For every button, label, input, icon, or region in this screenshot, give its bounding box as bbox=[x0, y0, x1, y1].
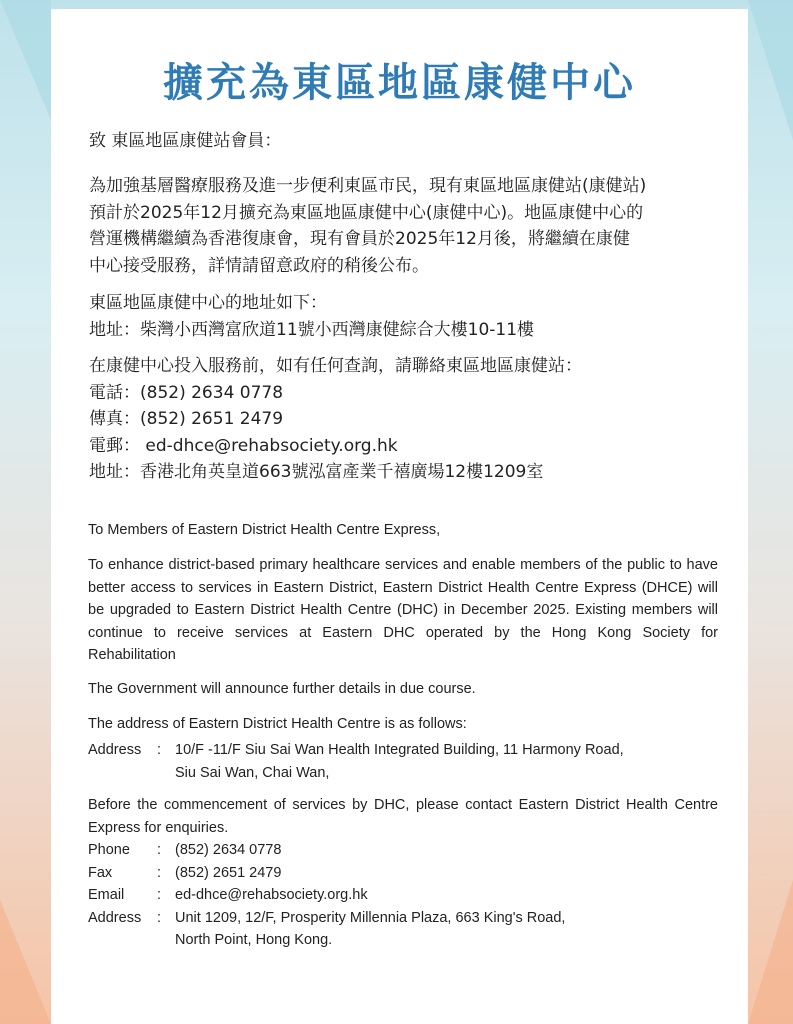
en-contact-block: Before the commencement of services by DHC, please contact Eastern District Health Centre Express for enquiries. Phone : (852) 2634 0778 Fax : (852) 2651 2479 Email : ed-dhce@rehabsociety.org.hk Address : Unit 1209, 12/F, Prosperity Millennia Plaza, 663 King's Road, North Point, Hong Kong. bbox=[88, 797, 718, 948]
en-fax-row: Fax : (852) 2651 2479 bbox=[88, 864, 282, 881]
zh-phone: 電話：(852) 2634 0778 bbox=[89, 382, 284, 403]
en-salutation: To Members of Eastern District Health Centre Express, bbox=[88, 522, 441, 538]
en-address-block: The address of Eastern District Health Centre is as follows: Address : 10/F -11/F Siu Sai Wan Health Integrated Building, 11 Harmony Road, Siu Sai Wan, Chai Wan, bbox=[88, 716, 624, 781]
zh-paragraph: 為加強基層醫療服務及進一步便利東區市民，現有東區地區康健站(康健站) 預計於2025年12月擴充為東區地區康健中心(康健中心)。地區康健中心的 營運機構繼續為香港復康會，現有會員於2025年12月後，將繼續在康健 中心接受服務，詳情請留意政府的稍後公布。 bbox=[89, 176, 647, 276]
en-station-address-row: Address : Unit 1209, 12/F, Prosperity Millennia Plaza, 663 King's Road, bbox=[88, 909, 566, 926]
zh-contact-block: 在康健中心投入服務前，如有任何查詢，請聯絡東區地區康健站： 電話：(852) 2634 0778 傳真：(852) 2651 2479 電郵： ed-dhce@rehabsociety.org.hk 地址：香港北角英皇道663號泓富產業千禧廣場12樓1209室 bbox=[89, 353, 719, 486]
notice-sheet bbox=[51, 9, 748, 1024]
en-phone-row: Phone : (852) 2634 0778 bbox=[88, 842, 282, 858]
zh-email: 電郵： ed-dhce@rehabsociety.org.hk bbox=[89, 435, 398, 456]
zh-salutation: 致 東區地區康健站會員： bbox=[89, 131, 282, 151]
zh-address-block: 東區地區康健中心的地址如下： 地址：柴灣小西灣富欣道11號小西灣康健綜合大樓10-11樓 bbox=[89, 293, 535, 340]
en-announce: The Government will announce further details in due course. bbox=[88, 681, 476, 697]
page-title: 擴充為東區地區康健中心 bbox=[163, 60, 636, 106]
en-email-row: Email : ed-dhce@rehabsociety.org.hk bbox=[88, 887, 368, 903]
zh-fax: 傳真：(852) 2651 2479 bbox=[89, 409, 284, 429]
zh-station-address: 地址：香港北角英皇道663號泓富產業千禧廣場12樓1209室 bbox=[89, 462, 544, 482]
en-paragraph: To enhance district-based primary healthcare services and enable members of the public to have better access to services in Eastern District, Eastern District Health Centre Express (DHCE) will be upgraded to Eastern District Health Centre (DHC) in December 2025. Existing members will continue to receive services at Eastern DHC operated by the Hong Kong Society for Rehabilitation bbox=[88, 557, 718, 663]
